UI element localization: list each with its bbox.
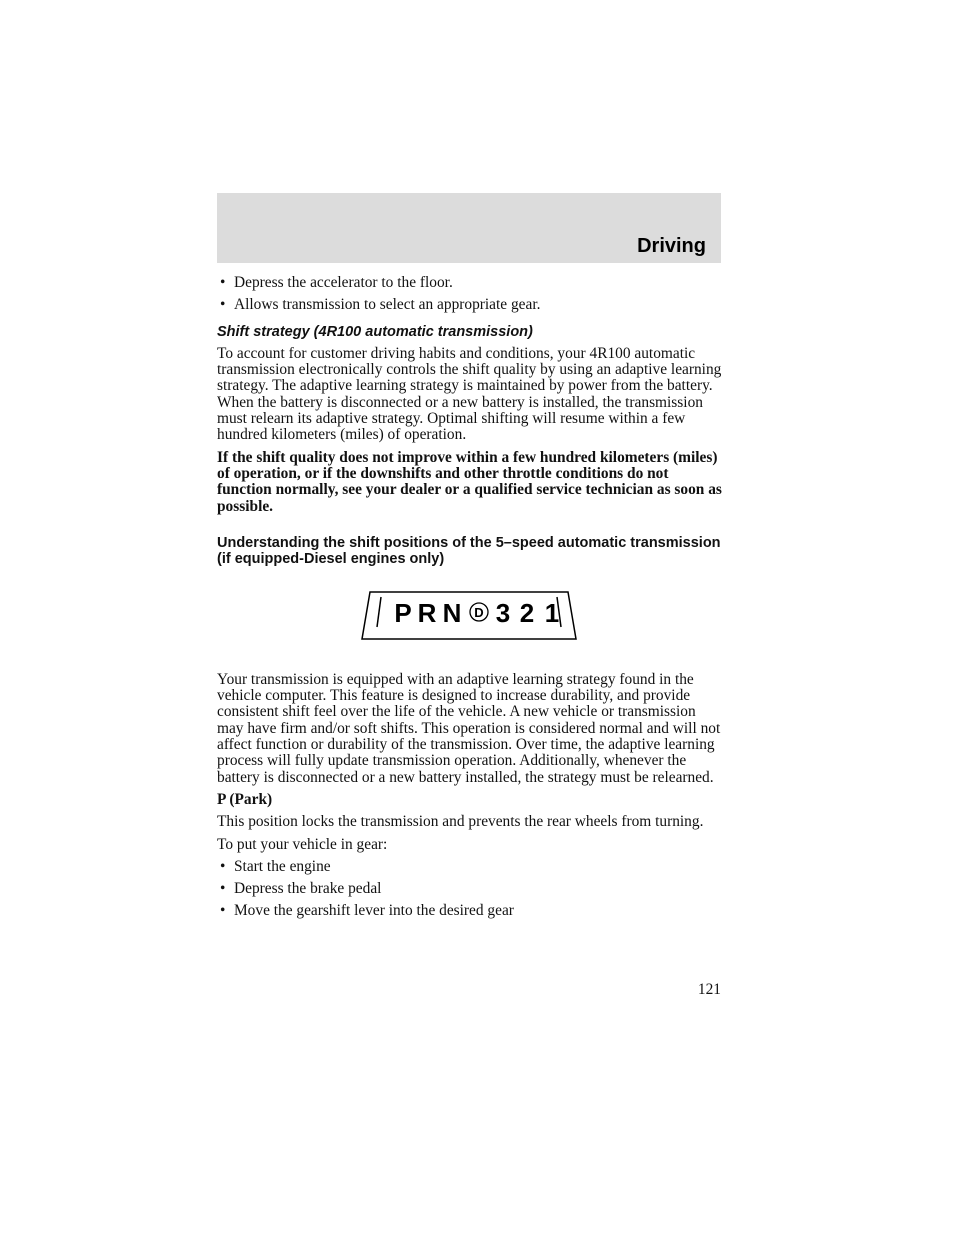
gear-position-2: 2 (519, 597, 535, 628)
bullet-icon: • (220, 902, 226, 920)
bullet-icon: • (220, 857, 226, 875)
page-content (217, 275, 723, 926)
shift-quality-warning: If the shift quality does not improve within a few hundred kilometers (miles) of operation, or if the downshifts and other throttle conditions do not function normally, see your dealer or a qualified service technician as soon as possible. (217, 448, 722, 515)
park-heading: P (Park) (217, 790, 273, 808)
gear-position-r: R (417, 597, 437, 628)
adaptive-learning-paragraph: Your transmission is equipped with an adaptive learning strategy found in the vehicle computer. This feature is designed to increase durability, and provide consistent shift feel over the life of the vehicle. A new vehicle or transmission may have firm and/or soft shifts. This operation is considered normal and will not affect function or durability of the transmission. Over time, the adaptive learning process will fully update transmission operation. Additionally, whenever the battery is disconnected or a new battery installed, the strategy must be relearned. (217, 670, 721, 786)
list-item (217, 297, 723, 313)
list-item-text: Depress the accelerator to the floor. (234, 274, 453, 291)
park-intro: To put your vehicle in gear: (217, 835, 388, 853)
gear-position-d: D (474, 604, 484, 620)
list-item-text: Depress the brake pedal (234, 880, 382, 898)
gear-position-p: P (394, 597, 412, 628)
page-number: 121 (697, 981, 721, 998)
section-title: Driving (637, 235, 706, 257)
park-paragraph: This position locks the transmission and prevents the rear wheels from turning. (217, 813, 704, 831)
bullet-icon: • (220, 296, 226, 314)
shift-positions-heading: Understanding the shift positions of the 5–speed automatic transmission (if equipped-Diesel engines only) (217, 534, 721, 567)
shift-strategy-paragraph: To account for customer driving habits and conditions, your 4R100 automatic transmission electronically controls the shift quality by using an adaptive learning strategy. The adaptive learning strategy is maintained by power from the battery. When the battery is disconnected or a new battery is installed, the transmission must relearn its adaptive strategy. Optimal shifting will resume within a few hundred kilometers (miles) of operation. (217, 344, 722, 444)
gear-selector-icon (360, 591, 578, 641)
list-item (217, 881, 723, 897)
bullet-icon: • (220, 880, 226, 898)
list-item (217, 275, 723, 291)
gear-position-3: 3 (495, 597, 511, 628)
gear-position-n: N (442, 597, 462, 628)
list-item-text: Move the gearshift lever into the desired gear (234, 902, 514, 920)
list-item (217, 903, 723, 919)
gear-indicator-figure (217, 567, 723, 672)
list-item-text: Start the engine (234, 857, 331, 875)
list-item (217, 859, 723, 875)
gear-position-1: 1 (544, 597, 560, 628)
list-item-text: Allows transmission to select an appropriate gear. (234, 296, 541, 314)
section-header-band (217, 193, 721, 263)
shift-strategy-heading: Shift strategy (4R100 automatic transmission) (217, 323, 533, 340)
bullet-icon: • (220, 274, 226, 291)
